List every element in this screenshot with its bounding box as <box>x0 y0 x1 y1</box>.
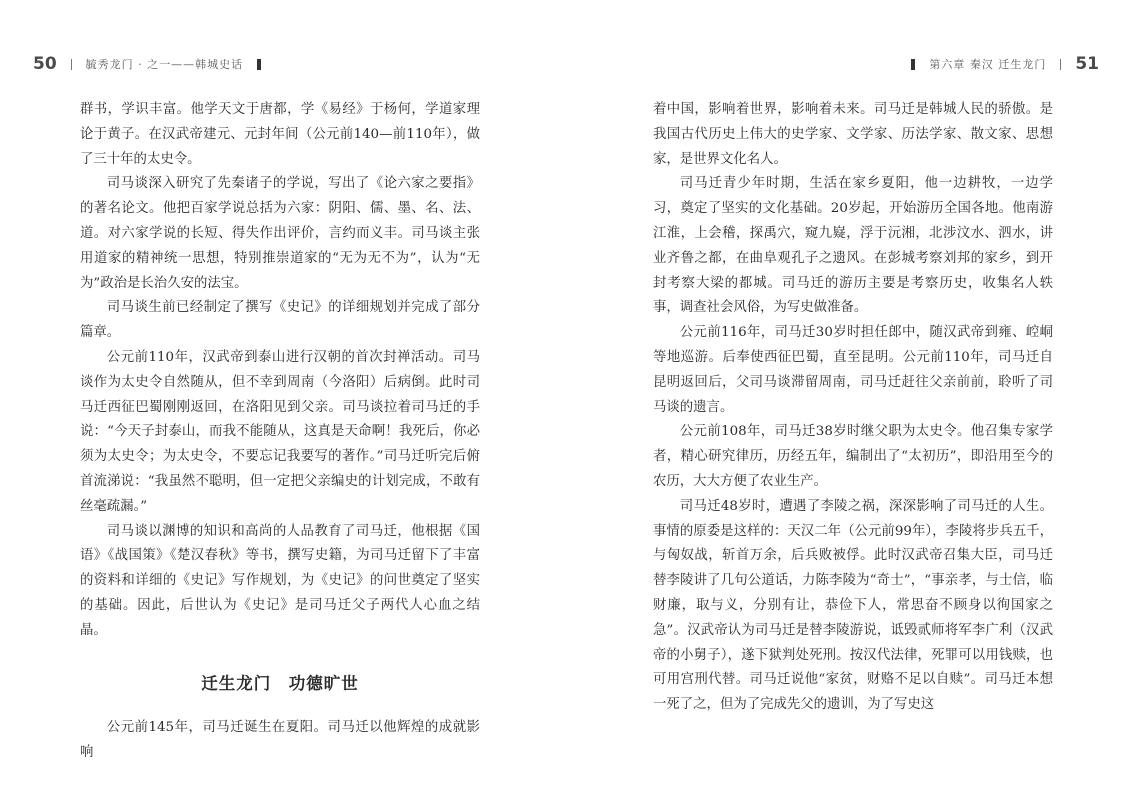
left-header-title: 毓秀龙门 · 之一——韩城史话 <box>85 58 244 71</box>
paragraph: 司马迁48岁时，遭遇了李陵之祸，深深影响了司马迁的人生。事情的原委是这样的：天汉二年（公元前99年），李陵将步兵五千，与匈奴战，斩首万余，后兵败被俘。此时汉武帝召集大臣，司马迁替李陵讲了几句公道话，力陈李陵为“奇士”，“事亲孝，与士信，临财廉，取与义，分别有让，恭俭下人，常思奋不顾身以徇国家之急”。汉武帝认为司马迁是替李陵游说，诋毁贰师将军李广利（汉武帝的小舅子），遂下狱判处死刑。按汉代法律，死罪可以用钱赎，也可用宫刑代替。司马迁说他“家贫，财赂不足以自赎”。司马迁本想一死了之，但为了完成先父的遗训，为了写史这 <box>653 498 1053 713</box>
left-page-number: 50 <box>33 54 57 74</box>
section-title: 迁生龙门 功德旷世 <box>201 673 359 693</box>
paragraph: 公元前108年，司马迁38岁时继父职为太史令。他召集专家学者，精心研究律历，历经五年，编制出了“太初历”，即沿用至今的农历，大大方便了农业生产。 <box>653 424 1053 489</box>
paragraph: 公元前145年，司马迁诞生在夏阳。司马迁以他辉煌的成就影响 <box>80 720 480 761</box>
right-page <box>566 0 1132 799</box>
left-running-header <box>33 52 275 76</box>
paragraph: 司马迁青少年时期，生活在家乡夏阳，他一边耕牧，一边学习，奠定了坚实的文化基础。20岁起，开始游历全国各地。他南游江淮，上会稽，探禹穴，窥九嶷，浮于沅湘，北涉汶水、泗水，讲业齐鲁之都，在曲阜观孔子之遗风。在彭城考察刘邦的家乡，到开封考察大梁的都城。司马迁的游历主要是考察历史，收集名人轶事，调查社会风俗，为写史做准备。 <box>653 176 1053 316</box>
header-divider <box>1060 59 1061 70</box>
paragraph: 司马谈生前已经制定了撰写《史记》的详细规划并完成了部分篇章。 <box>80 300 480 341</box>
paragraph: 公元前116年，司马迁30岁时担任郎中，随汉武帝到雍、崆峒等地巡游。后奉使西征巴蜀，直至昆明。公元前110年，司马迁自昆明返回后，父司马谈滞留周南，司马迁赶往父亲前前，聆听了司马谈的遗言。 <box>653 325 1053 415</box>
paragraph: 着中国，影响着世界，影响着未来。司马迁是韩城人民的骄傲。是我国古代历史上伟大的史学家、文学家、历法学家、散文家、思想家，是世界文化名人。 <box>653 102 1053 167</box>
paragraph: 群书，学识丰富。他学天文于唐都，学《易经》于杨何，学道家理论于黄子。在汉武帝建元、元封年间（公元前140—前110年），做了三十年的太史令。 <box>80 102 480 167</box>
header-marker <box>257 59 261 70</box>
paragraph: 司马谈深入研究了先秦诸子的学说，写出了《论六家之要指》的著名论文。他把百家学说总括为六家：阴阳、儒、墨、名、法、道。对六家学说的长短、得失作出评价，言约而义丰。司马谈主张用道家的精神统一思想，特别推崇道家的“无为无不为”，认为“无为”政治是长治久安的法宝。 <box>80 176 480 291</box>
right-running-header <box>897 52 1099 76</box>
left-page-body <box>80 98 480 766</box>
right-page-body <box>653 98 1053 718</box>
header-divider <box>71 59 72 70</box>
header-marker <box>911 59 915 70</box>
paragraph: 司马谈以渊博的知识和高尚的人品教育了司马迁，他根据《国语》《战国策》《楚汉春秋》等书，撰写史籍，为司马迁留下了丰富的资料和详细的《史记》写作规划，为《史记》的问世奠定了坚实的基础。因此，后世认为《史记》是司马迁父子两代人心血之结晶。 <box>80 523 480 638</box>
right-page-number: 51 <box>1075 54 1099 74</box>
paragraph: 公元前110年，汉武帝到泰山进行汉朝的首次封禅活动。司马谈作为太史令自然随从，但不幸到周南（今洛阳）后病倒。此时司马迁西征巴蜀刚刚返回，在洛阳见到父亲。司马谈拉着司马迁的手说：“今天子封泰山，而我不能随从，这真是天命啊！我死后，你必须为太史令；为太史令，不要忘记我要写的著作。”司马迁听完后俯首流涕说：“我虽然不聪明，但一定把父亲编史的计划完成，不敢有丝毫疏漏。” <box>80 349 480 514</box>
right-header-title: 第六章 秦汉 迁生龙门 <box>929 58 1047 71</box>
